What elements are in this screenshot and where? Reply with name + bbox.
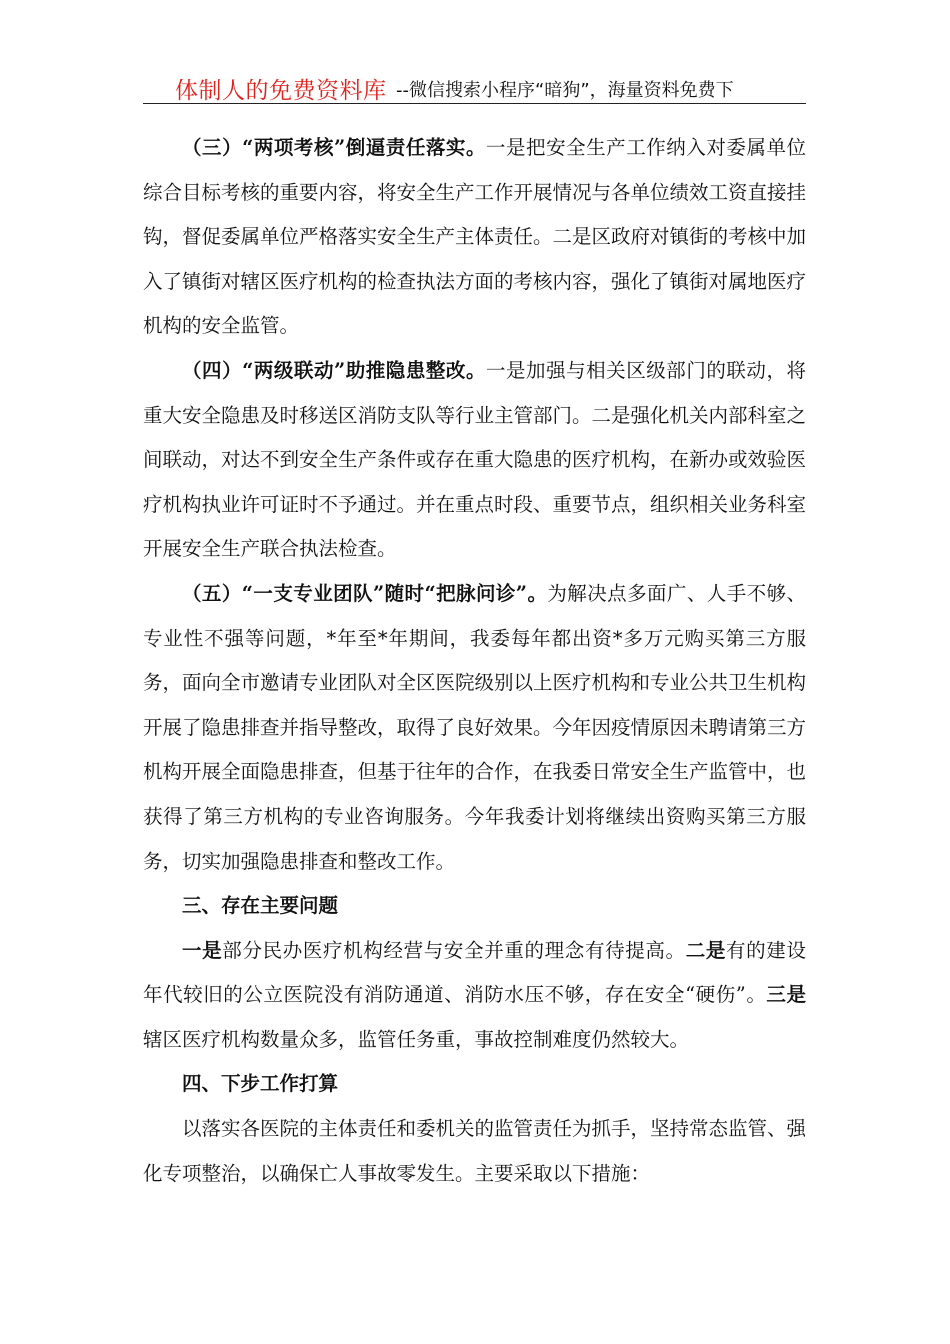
header-slogan: --微信搜索小程序“暗狗”，海量资料免费下 — [396, 80, 734, 101]
paragraph-text: 一是把安全生产工作纳入对委属单位综合目标考核的重要内容，将安全生产工作开展情况与各单位绩效工资直接挂钩，督促委属单位严格落实安全生产主体责任。二是区政府对镇街的考核中加入了镇街对辖区医疗机构的检查执法方面的考核内容，强化了镇街对属地医疗机构的安全监管。 — [143, 136, 807, 338]
document-body — [143, 126, 806, 1196]
paragraph-heading: （三）“两项考核”倒逼责任落实。 — [182, 136, 486, 159]
paragraph-linkage — [143, 349, 806, 572]
paragraph-problems — [143, 929, 806, 1063]
paragraph-text: 部分民办医疗机构经营与安全并重的理念有待提高。 — [222, 938, 686, 962]
lead-marker: 二是 — [685, 938, 726, 962]
lead-marker: 一是 — [182, 938, 223, 962]
lead-marker: 三是 — [766, 983, 806, 1007]
paragraph-heading: （五）“一支专业团队”随时“把脉问诊”。 — [182, 581, 548, 605]
paragraph-plans — [143, 1107, 806, 1196]
paragraph-assessment — [143, 126, 806, 349]
paragraph-text: 以落实各医院的主体责任和委机关的监管责任为抓手，坚持常态监管、强化专项整治，以确保亡人事故零发生。主要采取以下措施： — [143, 1117, 807, 1185]
paragraph-text: 辖区医疗机构数量众多，监管任务重，事故控制难度仍然较大。 — [143, 1027, 690, 1051]
section-title-plans — [143, 1062, 806, 1107]
paragraph-text: 有的建设年代较旧的公立医院没有消防通道、消防水压不够，存在安全“硬伤”。 — [143, 938, 806, 1007]
paragraph-text: 一是加强与相关区级部门的联动，将重大安全隐患及时移送区消防支队等行业主管部门。二是强化机关内部科室之间联动，对达不到安全生产条件或存在重大隐患的医疗机构，在新办或效验医疗机构执业许可证时不予通过。并在重点时段、重要节点，组织相关业务科室开展安全生产联合执法检查。 — [143, 358, 807, 561]
header-brand: 体制人的免费资料库 — [175, 78, 387, 104]
section-title-text: 三、存在主要问题 — [182, 894, 339, 918]
section-title-text: 四、下步工作打算 — [182, 1072, 339, 1096]
page-header — [143, 70, 806, 104]
paragraph-heading: （四）“两级联动”助推隐患整改。 — [182, 358, 486, 382]
section-title-problems — [143, 884, 806, 929]
paragraph-team — [143, 572, 806, 884]
paragraph-text: 为解决点多面广、人手不够、专业性不强等问题，*年至*年期间，我委每年都出资*多万元购买第三方服务，面向全市邀请专业团队对全区医院级别以上医疗机构和专业公共卫生机构开展了隐患排查并指导整改，取得了良好效果。今年因疫情原因未聘请第三方机构开展全面隐患排查，但基于往年的合作，在我委日常安全生产监管中，也获得了第三方机构的专业咨询服务。今年我委计划将继续出资购买第三方服务，切实加强隐患排查和整改工作。 — [143, 581, 807, 873]
